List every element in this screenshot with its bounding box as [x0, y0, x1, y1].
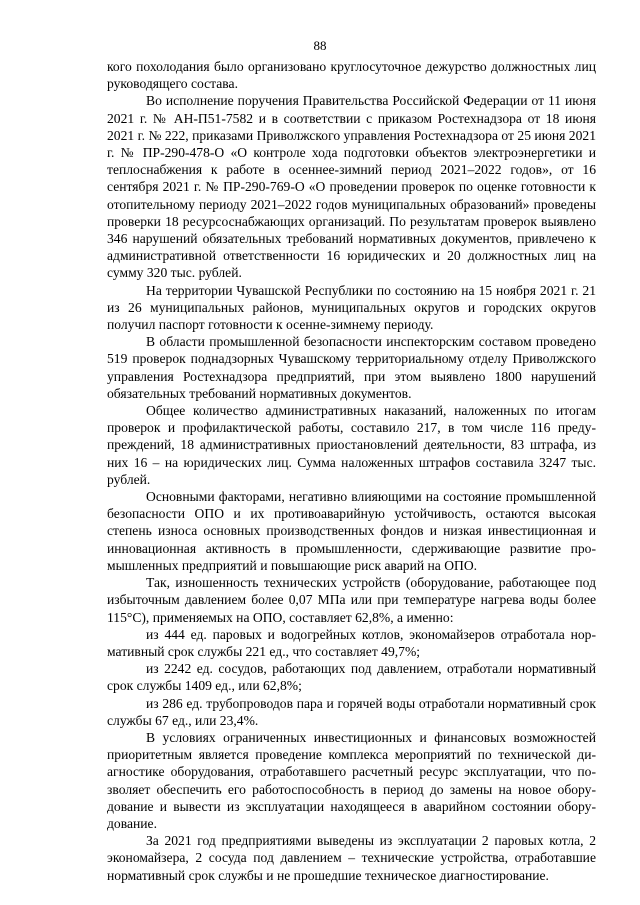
paragraph-readiness-passport: На территории Чувашской Республики по состоянию на 15 ноября 2021 г. 21 из 26 муниципальных районов, муниципальных округов и городских округов получил паспорт готовности к осенне-зимнему периоду. [107, 282, 596, 333]
paragraph-industrial-safety-checks: В области промышленной безопасности инспекторским составом проведено 519 проверок поднадзорных Чувашскому территориальному отделу Приволжского управления Ростехнадзора предприятий, при этом выявлено 1800 нарушений обязательных требований нормативных документов. [107, 334, 596, 401]
paragraph-continuation: кого похолодания было организовано круглосуточное дежурство должностных лиц руководящего состава. [107, 59, 596, 92]
page-number: 88 [313, 38, 327, 53]
paragraph-decommissioned-equipment: За 2021 год предприятиями выведены из эксплуатации 2 паровых котла, 2 экономайзера, 2 сосуда под давлением – технические устройства, отработавшие нормативный срок службы и не прошедшие техническое диагностирование. [107, 833, 596, 883]
paragraph-technical-diagnostics: В условиях ограниченных инвестиционных и финансовых возможностей приоритетным является проведение комплекса мероприятий по технической диагностике оборудования, отработавшего расчетный ресурс эксплуатации, что позволяет обеспечить его работоспособность в период до замены на новое оборудование и вывести из эксплуатации находящееся в аварийном состоянии оборудование. [107, 729, 596, 831]
paragraph-risk-factors: Основными факторами, негативно влияющими на состояние промышленной безопасности ОПО и их противоаварийную устойчивость, остаются высокая степень износа основных производственных фондов и низкая инвестиционная и инновационная активность в промышленности, сдерживающие развитие промышленных предприятий и повышающие риск аварий на ОПО. [107, 489, 596, 573]
paragraph-equipment-wear: Так, изношенность технических устройств (оборудование, работающее под избыточным давлением более 0,07 МПа или при температуре нагрева воды более 115°С), применяемых на ОПО, составляет 62,8%, а именно: [107, 575, 596, 625]
list-item-pipelines: из 286 ед. трубопроводов пара и горячей воды отработали нормативный срок службы 67 ед., или 23,4%. [107, 695, 596, 728]
paragraph-inspections-order: Во исполнение поручения Правительства Российской Федерации от 11 июня 2021 г. № АН-П51-7582 и в соответствии с приказом Ростехнадзора от 18 июня 2021 г. № 222, приказами Приволжского управления Ростехнадзора от 25 июня 2021 г. № ПР-290-478-О «О контроле хода подготовки объектов электроэнергетики и теплоснабжения к работе в осеннее-зимний период 2021–2022 годов», от 16 сентября 2021 г. № ПР-290-769-О «О проведении проверок по оценке готовности к отопительному периоду 2021–2022 годов муниципальных образований» проведены проверки 18 ресурсоснабжающих организаций. По результатам проверок выявлено 346 нарушений обязательных требований нормативных документов, привлечено к административной ответственности 16 юридических и 20 должностных лиц на сумму 320 тыс. рублей. [107, 93, 596, 281]
body-text [107, 58, 596, 884]
list-item-boilers: из 444 ед. паровых и водогрейных котлов, экономайзеров отработала нормативный срок службы 221 ед., что составляет 49,7%; [107, 626, 596, 659]
list-item-vessels: из 2242 ед. сосудов, работающих под давлением, отработали нормативный срок службы 1409 ед., или 62,8%; [107, 661, 596, 694]
paragraph-administrative-penalties: Общее количество административных наказаний, наложенных по итогам проверок и профилактической работы, составило 217, в том числе 116 предупреждений, 18 административных приостановлений деятельности, 83 штрафа, из них 16 – на юридических лиц. Сумма наложенных штрафов составила 3247 тыс. рублей. [107, 403, 596, 487]
